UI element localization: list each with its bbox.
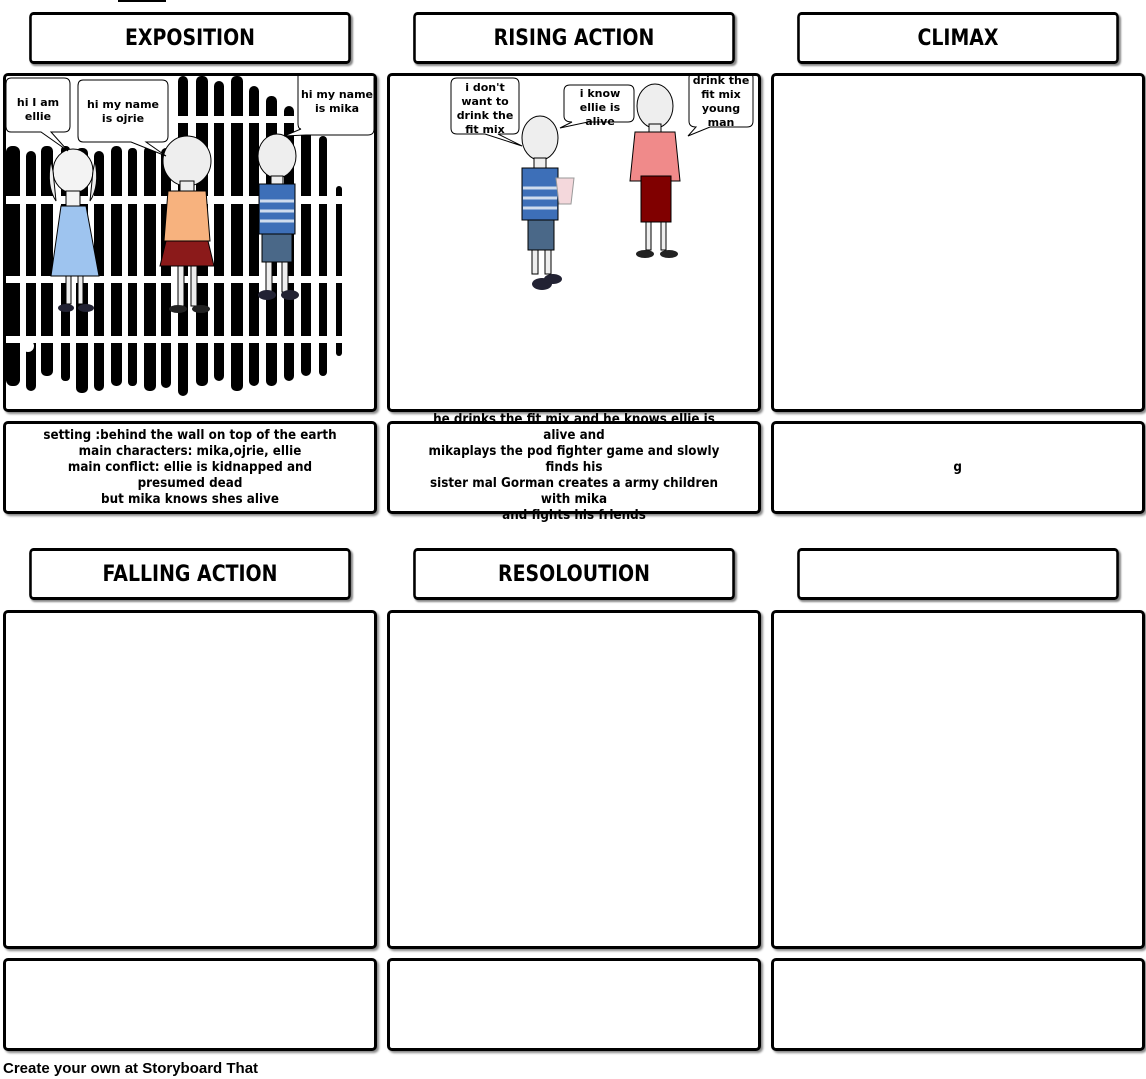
panel-5-description — [387, 958, 761, 1051]
ellie-speech-line-2: ellie — [24, 110, 52, 123]
panel-4-title: FALLING ACTION — [29, 548, 351, 600]
panel-5-title: RESOLOUTION — [413, 548, 735, 600]
mika-drink-line-1: i don't — [465, 81, 505, 94]
panel-1-description: setting :behind the wall on top of the earth main characters: mika,ojrie, ellie main conflict: ellie is kidnapped and presumed dead but mika knows shes alive — [3, 421, 377, 514]
panel-1-scene — [3, 73, 377, 412]
woman-line-4: man — [707, 116, 735, 129]
panel-1-title: EXPOSITION — [29, 12, 351, 64]
woman-line-1: drink the — [692, 76, 750, 87]
panel-5-scene — [387, 610, 761, 949]
panel-2-scene — [387, 73, 761, 412]
mika-alive-line-2: ellie is — [579, 101, 621, 114]
mika-drink-line-3: drink the — [456, 109, 514, 122]
panel-6-description — [771, 958, 1145, 1051]
mika-drink-line-4: fit mix — [465, 123, 505, 136]
panel-3-title: CLIMAX — [797, 12, 1119, 64]
panel-4-description — [3, 958, 377, 1051]
ellie-character — [49, 149, 99, 312]
woman-line-3: young — [701, 102, 741, 115]
wall-scene-illustration — [6, 76, 374, 409]
mika-speech-line-1: hi my name — [300, 88, 374, 101]
mika-alive-line-3: alive — [585, 115, 615, 128]
panel-2-description: he drinks the fit mix and he knows ellie is alive and mikaplays the pod fighter game and slowly finds his sister mal Gorman creates a army children with mika and fights his friends — [387, 421, 761, 514]
ellie-speech-line-1: hi I am — [16, 96, 60, 109]
panel-3-scene — [771, 73, 1145, 412]
panel-6-scene — [771, 610, 1145, 949]
mika-drink-line-2: want to — [461, 95, 509, 108]
mika-speech-line-2: is mika — [314, 102, 360, 115]
panel-3-description: g — [771, 421, 1145, 514]
top-mark — [118, 0, 166, 2]
panel-6-title — [797, 548, 1119, 600]
woman-line-2: fit mix — [701, 88, 741, 101]
ojrie-speech-line-2: is ojrie — [101, 112, 145, 125]
woman-character — [630, 84, 680, 258]
footer-credit-link[interactable]: Create your own at Storyboard That — [3, 1060, 259, 1077]
mika-with-cup-character — [522, 116, 574, 290]
ojrie-speech-line-1: hi my name — [86, 98, 160, 111]
panel-2-title: RISING ACTION — [413, 12, 735, 64]
rising-action-illustration — [390, 76, 758, 409]
panel-4-scene — [3, 610, 377, 949]
mika-alive-line-1: i know — [579, 87, 621, 100]
